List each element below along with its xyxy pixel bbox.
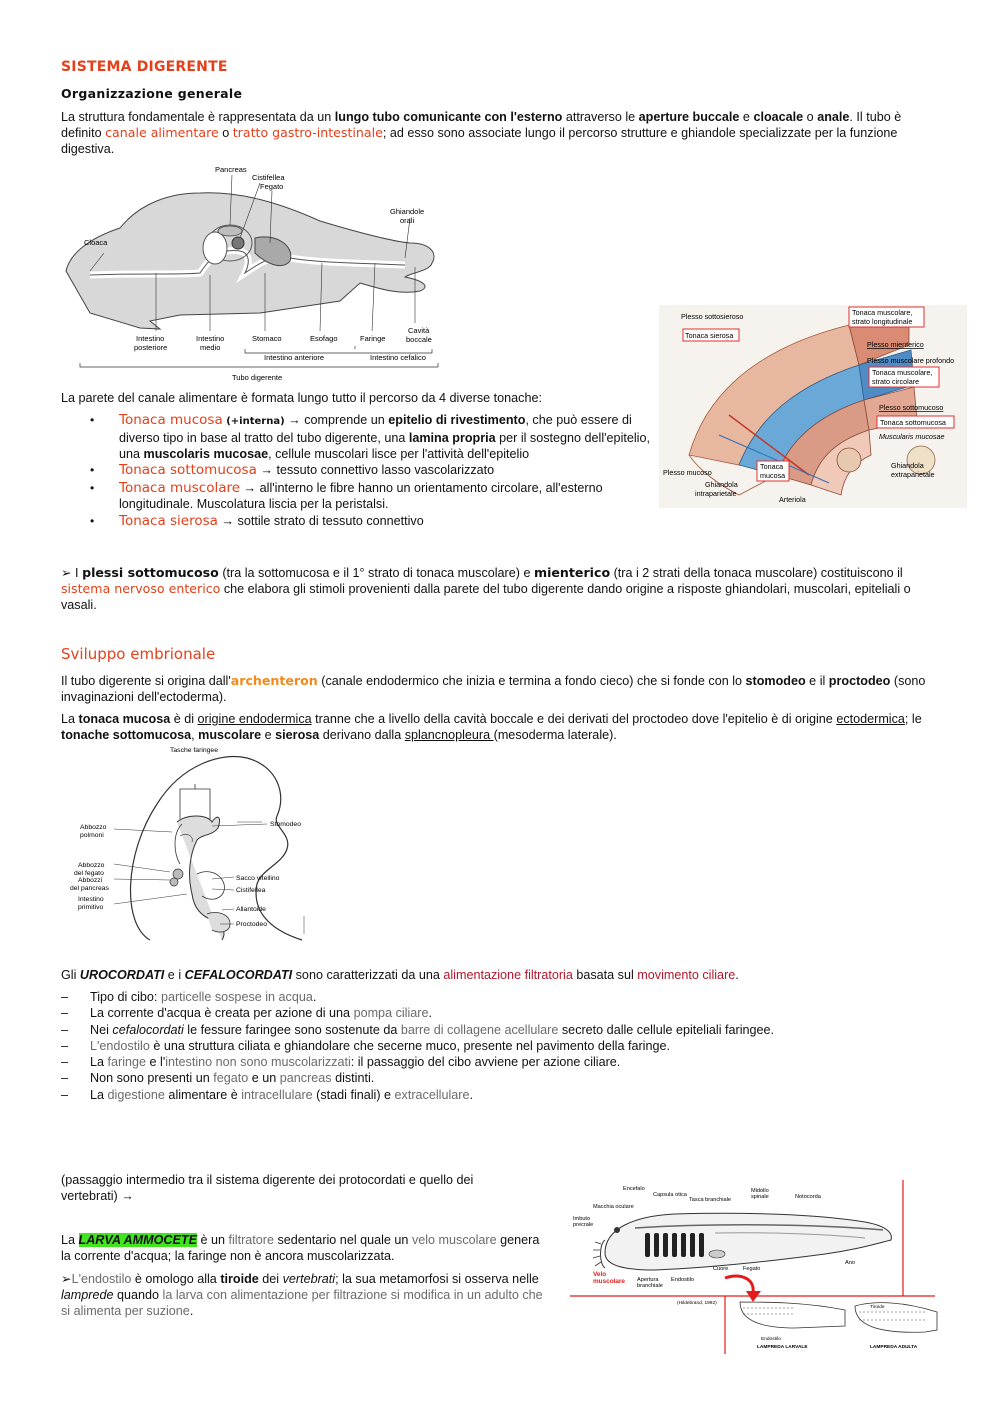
- label-tm-circ-1: Tonaca muscolare,: [872, 368, 933, 377]
- label-fegato-2: del fegato: [74, 870, 104, 877]
- label-plesso-musc-prof: Plesso muscolare profondo: [867, 356, 955, 365]
- label-int-post-1: Intestino: [136, 334, 165, 343]
- label-stomodeo: Stomodeo: [270, 821, 301, 828]
- list-item: – Nei cefalocordati le fessure faringee sono sostenute da barre di collagene acellulare secreto dalle cellule epiteliali faringee.: [61, 1022, 941, 1038]
- label-tonaca-sottomucosa: Tonaca sottomucosa: [880, 418, 946, 427]
- page-title: SISTEMA DIGERENTE: [61, 59, 228, 75]
- label-midollo-2: spinale: [751, 1194, 769, 1200]
- label-cavita-1: Cavità: [408, 326, 430, 335]
- label-macchia: Macchia oculare: [593, 1204, 634, 1210]
- ammocoete-diagram: [565, 1178, 943, 1354]
- label-plesso-sottomucoso: Plesso sottomucoso: [879, 403, 944, 412]
- label-midollo-1: Midollo: [751, 1188, 769, 1194]
- label-int-medio-1: Intestino: [196, 334, 225, 343]
- list-item: • Tonaca muscolare → all'interno le fibre hanno un orientamento circolare, all'esterno longitudinale. Muscolatura liscia per la peristalsi.: [61, 480, 657, 512]
- label-orali: orali: [400, 216, 415, 225]
- list-item: • Tonaca mucosa (+interna) → comprende un epitelio di rivestimento, che può essere di diverso tipo in base al tratto del tubo digerente, una lamina propria per il sostegno dell'epitelio, una muscolaris mucosae, cellule muscolari lisce per l'attività dell'epitelio: [61, 412, 657, 462]
- list-item: – L'endostilo è una struttura ciliata e ghiandolare che secerne muco, presente nel pavimento della faringe.: [61, 1038, 941, 1054]
- label-tasca: Tasca branchiale: [689, 1197, 731, 1203]
- label-apertura-1: Apertura: [637, 1277, 659, 1283]
- sviluppo-paragraph-1: Il tubo digerente si origina dall'archenteron (canale endodermico che inizia e termina a fondo cieco) che si fonde con lo stomodeo e il proctodeo (sono invaginazioni dell'ectoderma).: [61, 673, 926, 704]
- label-tm-circ-2: strato circolare: [872, 377, 920, 386]
- label-int-medio-2: medio: [200, 343, 221, 352]
- label-intestino-2: primitivo: [78, 904, 104, 911]
- label-polmoni-2: polmoni: [80, 832, 104, 839]
- label-ghiandola-intra-2: intraparietale: [695, 489, 737, 498]
- label-pancreas: Pancreas: [215, 165, 247, 174]
- label-tm-long-2: strato longitudinale: [852, 317, 913, 326]
- section-subtitle: Organizzazione generale: [61, 86, 243, 101]
- label-cloaca: Cloaca: [84, 238, 108, 247]
- label-intestino-1: Intestino: [78, 896, 104, 903]
- label-ghiandola-extra-2: extraparietale: [891, 470, 935, 479]
- label-pancreas-1: Abbozzi: [78, 877, 103, 884]
- label-larvale: LAMPREDA LARVALE: [757, 1345, 808, 1350]
- intestine-wall-diagram: [659, 305, 967, 508]
- label-allantoide: Allantoide: [236, 906, 266, 913]
- label-arteriola: Arteriola: [779, 495, 806, 504]
- section-heading-sviluppo: Sviluppo embrionale: [61, 645, 216, 663]
- label-cuore: Cuore: [713, 1266, 729, 1272]
- label-tonaca-mucosa-1: Tonaca: [760, 462, 784, 471]
- label-stomaco: Stomaco: [252, 334, 282, 343]
- label-muscularis: Muscularis mucosae: [879, 432, 945, 441]
- label-velo-1: Velo: [593, 1271, 607, 1278]
- list-item: – Non sono presenti un fegato e un pancreas distinti.: [61, 1070, 941, 1086]
- features-list: [61, 989, 941, 1103]
- embryo-diagram: [62, 744, 312, 942]
- label-polmoni-1: Abbozzo: [80, 824, 107, 831]
- label-esofago: Esofago: [310, 334, 338, 343]
- tonache-list: [61, 412, 657, 529]
- label-tonaca-mucosa-2: mucosa: [760, 471, 786, 480]
- passaggio-paragraph: (passaggio intermedio tra il sistema digerente dei protocordati e quello dei vertebrati) →: [61, 1173, 474, 1203]
- label-ano: Ano: [845, 1260, 855, 1266]
- label-cistifellea: Cistifellea: [252, 173, 285, 182]
- label-apertura-2: branchiale: [637, 1283, 663, 1289]
- intro-paragraph: La struttura fondamentale è rappresentata da un lungo tubo comunicante con l'esterno attraverso le aperture buccale e cloacale o anale. Il tubo è definito canale alimentare o tratto gastro-intestinale; ad esso sono associate lungo il percorso strutture e ghiandole specializzate per la funzione digestiva.: [61, 110, 902, 156]
- digestive-tube-diagram: [60, 163, 450, 385]
- label-ghiandola-intra-1: Ghiandola: [705, 480, 738, 489]
- label-ghiandole: Ghiandole: [390, 207, 425, 216]
- label-fegato-1: Abbozzo: [78, 862, 105, 869]
- endostilo-paragraph: ➢L'endostilo è omologo alla tiroide dei vertebrati; la sua metamorfosi si osserva nelle lamprede quando la larva con alimentazione per filtrazione si modifica in un adulto che si alimenta per suzione.: [61, 1272, 543, 1318]
- label-int-ant: Intestino anteriore: [264, 353, 325, 362]
- label-plesso-mienterico: Plesso mienterico: [867, 340, 924, 349]
- label-int-cef: Intestino cefalico: [370, 353, 426, 362]
- label-faringe: Faringe: [360, 334, 386, 343]
- label-tm-long-1: Tonaca muscolare,: [852, 308, 913, 317]
- label-plesso-sottosieroso: Plesso sottosieroso: [681, 312, 744, 321]
- label-source: (Hildebrand, 1992): [677, 1301, 717, 1306]
- list-item: • Tonaca sierosa → sottile strato di tessuto connettivo: [61, 513, 657, 529]
- label-imbuto-2: precrale: [573, 1222, 594, 1228]
- label-notocorda: Notocorda: [795, 1194, 821, 1200]
- label-endostilo2: Endostilo: [761, 1337, 781, 1342]
- label-sacco: Sacco vitellino: [236, 875, 280, 882]
- label-imbuto-1: Imbuto: [573, 1216, 591, 1222]
- label-plesso-mucoso: Plesso mucoso: [663, 468, 712, 477]
- list-item: – La digestione alimentare è intracellulare (stadi finali) e extracellulare.: [61, 1087, 941, 1103]
- label-adulta: LAMPREDA ADULTA: [870, 1345, 918, 1350]
- list-item: – La corrente d'acqua è creata per azione di una pompa ciliare.: [61, 1005, 941, 1021]
- label-tiroide: Tiroide: [870, 1305, 885, 1310]
- label-tasche: Tasche faringee: [170, 747, 218, 754]
- label-ghiandola-extra-1: Ghiandola: [891, 461, 924, 470]
- list-item: • Tonaca sottomucosa → tessuto connettivo lasso vascolarizzato: [61, 462, 657, 478]
- plessi-paragraph: ➢ I plessi sottomucoso (tra la sottomucosa e il 1° strato di tonaca muscolare) e mienterico (tra i 2 strati della tonaca muscolare) costituiscono il sistema nervoso enterico che elabora gli stimoli provenienti dalla parete del tubo digerente dando origine a risposte ghiandolari, muscolari, epiteliali o vasali.: [61, 565, 911, 612]
- label-cavita-2: boccale: [406, 335, 432, 344]
- label-int-post-2: posteriore: [134, 343, 168, 352]
- label-encefalo: Encefalo: [623, 1186, 645, 1192]
- sviluppo-paragraph-2: La tonaca mucosa è di origine endodermica tranne che a livello della cavità boccale e dei derivati del proctodeo dove l'epitelio è di origine ectodermica; le tonache sottomucosa, muscolare e sierosa derivano dalla splancnopleura (mesoderma laterale).: [61, 712, 922, 742]
- label-cistifellea-e: Cistifellea: [236, 887, 266, 894]
- label-fegato: Fegato: [260, 182, 284, 191]
- label-tonaca-sierosa: Tonaca sierosa: [685, 331, 734, 340]
- label-capsula: Capsula otica: [653, 1192, 687, 1198]
- label-endostilo: Endostilo: [671, 1277, 695, 1283]
- larva-paragraph: La LARVA AMMOCETE è un filtratore sedentario nel quale un velo muscolare genera la corrente d'acqua; la faringe non è ancora muscolarizzata.: [61, 1233, 540, 1263]
- label-proctodeo: Proctodeo: [236, 921, 267, 928]
- parete-sentence: La parete del canale alimentare è formata lungo tutto il percorso da 4 diverse tonache:: [61, 391, 542, 405]
- urocordati-paragraph: Gli UROCORDATI e i CEFALOCORDATI sono caratterizzati da una alimentazione filtratoria basata sul movimento ciliare.: [61, 968, 739, 982]
- list-item: – La faringe e l'intestino non sono muscolarizzati: il passaggio del cibo avviene per azione ciliare.: [61, 1054, 941, 1070]
- label-fegato-l: Fegato: [743, 1266, 761, 1272]
- label-velo-2: muscolare: [593, 1278, 625, 1285]
- list-item: – Tipo di cibo: particelle sospese in acqua.: [61, 989, 941, 1005]
- label-tubo: Tubo digerente: [232, 373, 283, 382]
- label-pancreas-2: del pancreas: [70, 885, 109, 892]
